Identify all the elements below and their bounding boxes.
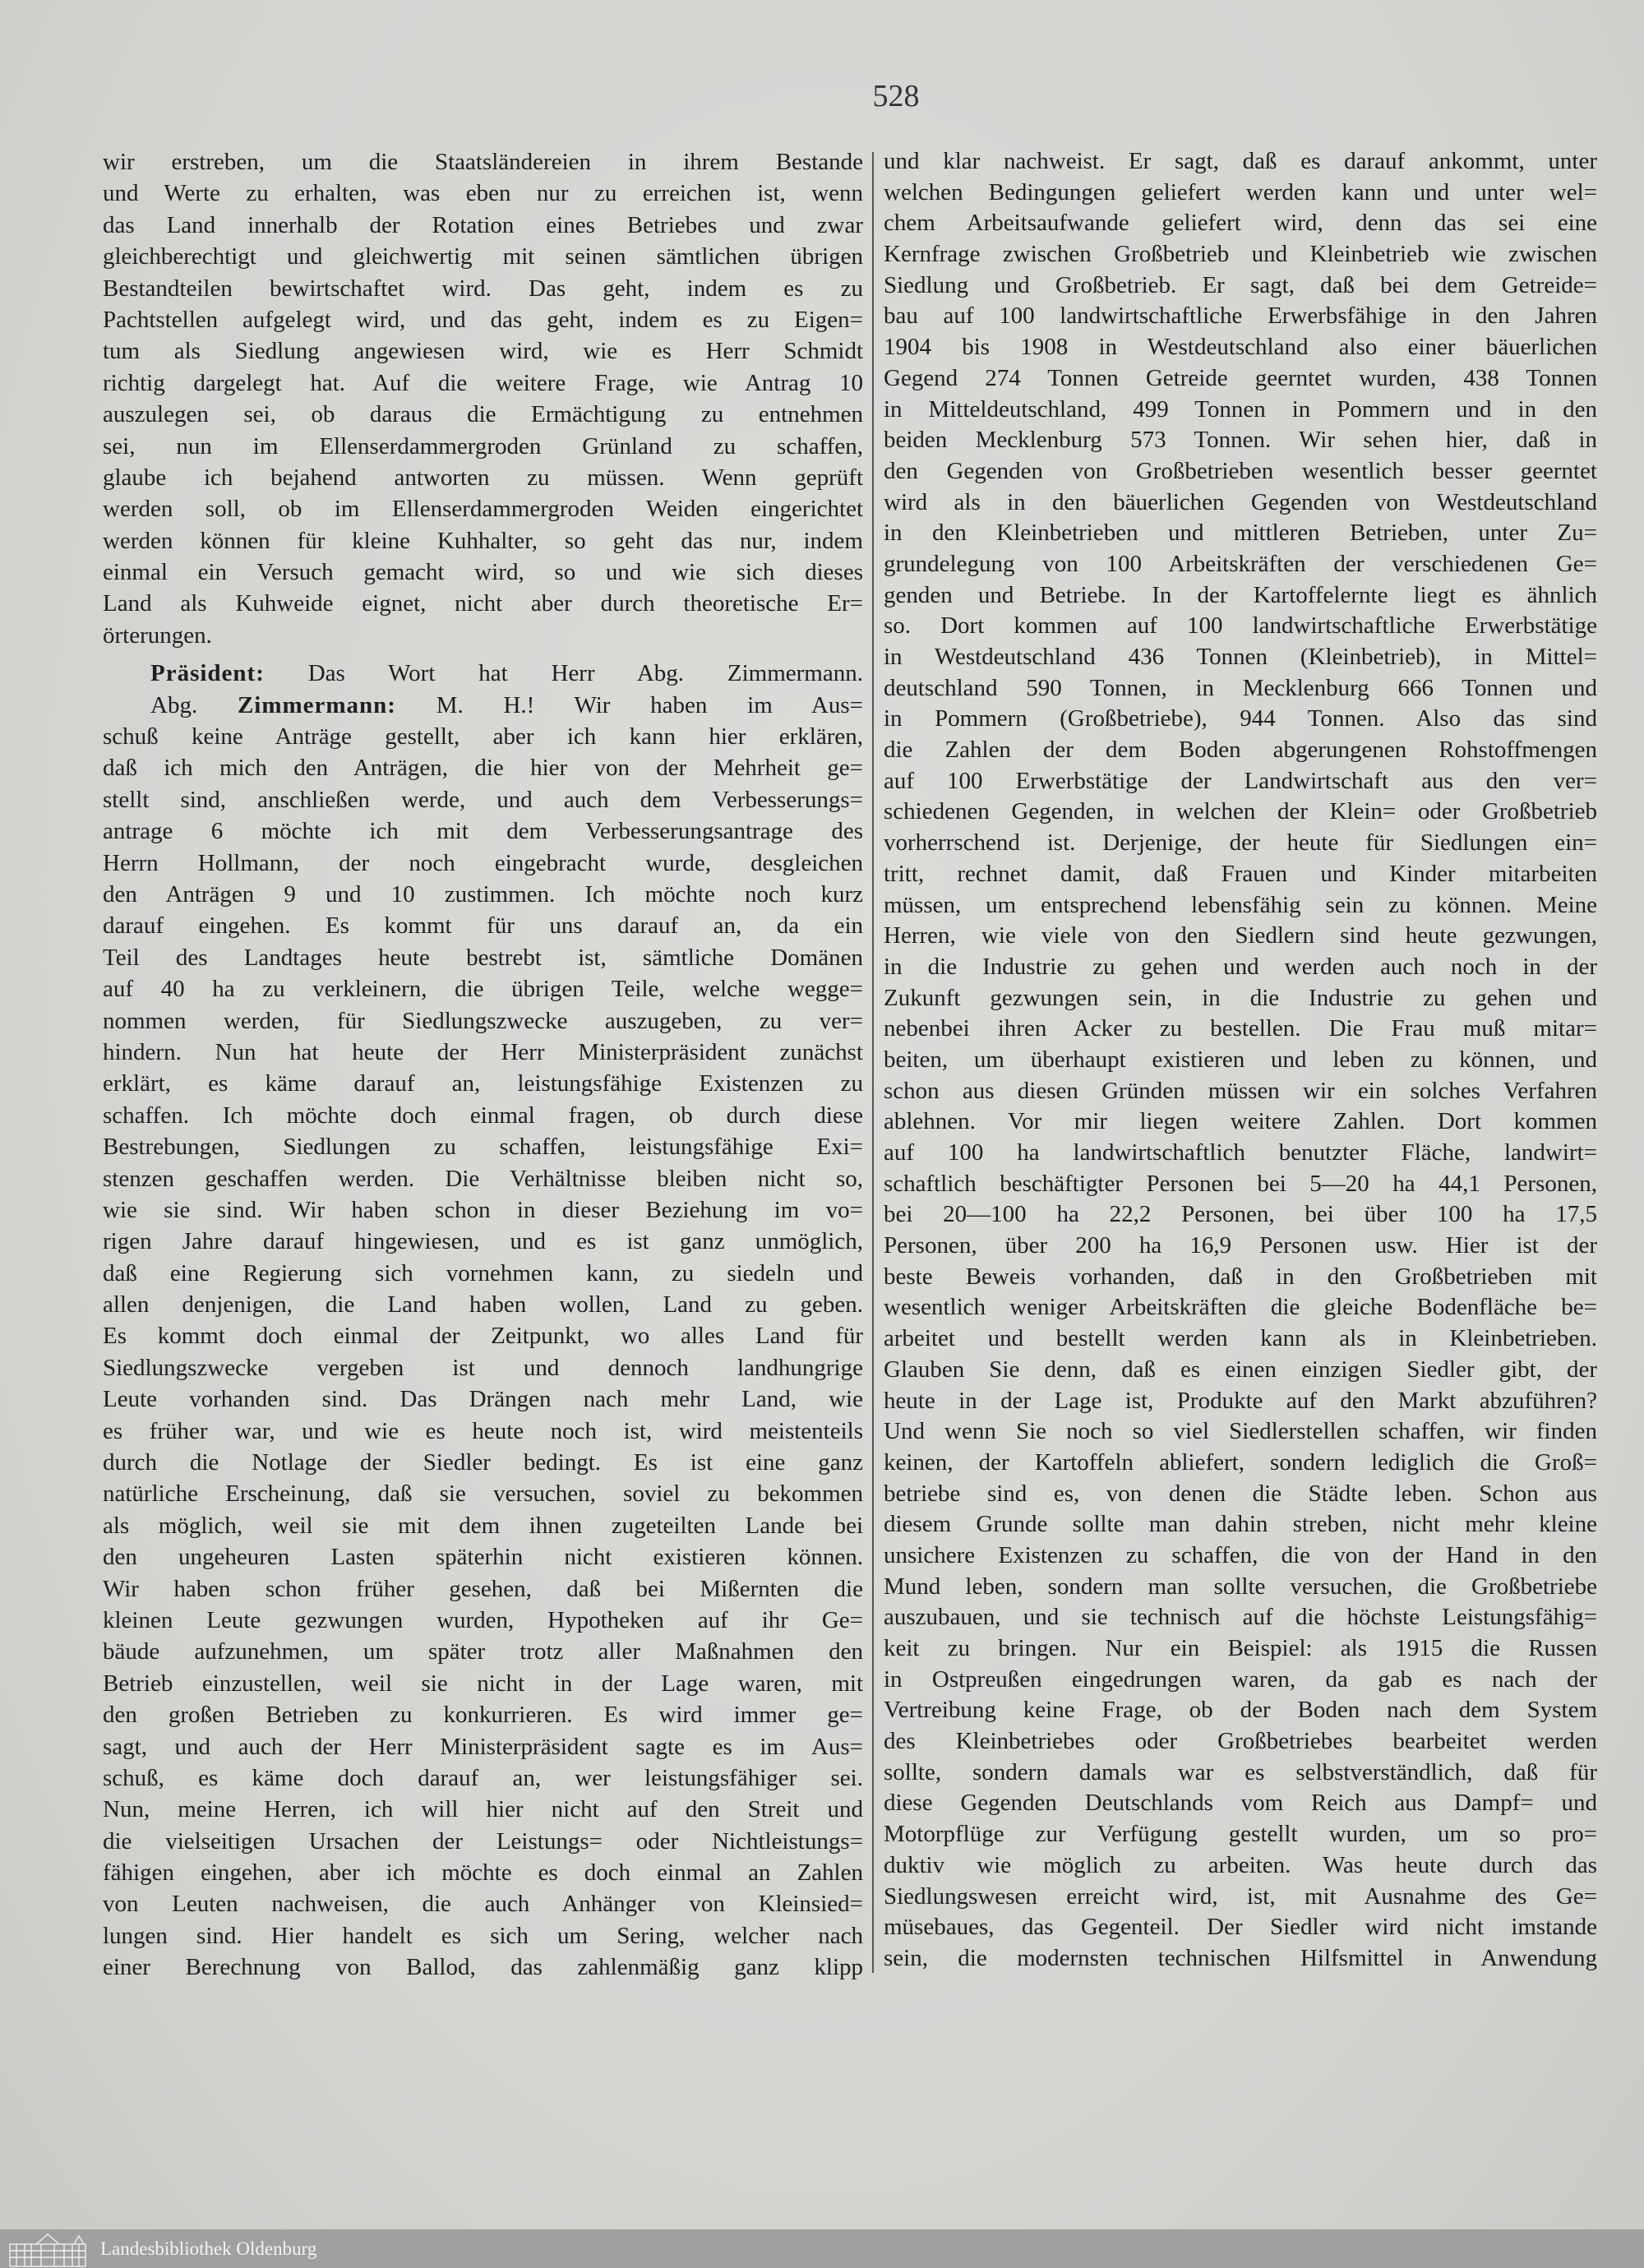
text-line bbox=[884, 1758, 1597, 1789]
line-text: beste Beweis vorhanden, daß in den Großbetrieben mit bbox=[884, 1263, 1597, 1290]
text-line bbox=[884, 1665, 1597, 1696]
line-text: allen denjenigen, die Land haben wollen, Land zu geben. bbox=[103, 1291, 863, 1319]
line-text: keit zu bringen. Nur ein Beispiel: als 1915 die Russen bbox=[884, 1635, 1597, 1661]
line-text: schuß keine Anträge gestellt, aber ich kann hier erklären, bbox=[103, 723, 863, 751]
text-line bbox=[884, 1788, 1597, 1819]
line-text: werden können für kleine Kuhhalter, so geht das nur, indem bbox=[103, 527, 863, 554]
text-line bbox=[884, 1199, 1597, 1231]
line-text: auszubauen, und sie technisch auf die höchste Leistungsfähig= bbox=[884, 1604, 1597, 1631]
line-text: in Ostpreußen eingedrungen waren, da gab es nach der bbox=[884, 1665, 1597, 1693]
line-text: Personen, über 200 ha 16,9 Personen usw. Hier ist der bbox=[884, 1232, 1597, 1259]
line-text: 1904 bis 1908 in Westdeutschland also einer bäuerlichen bbox=[884, 334, 1597, 361]
speaker-line bbox=[103, 690, 863, 721]
library-footer-bar bbox=[0, 2229, 1644, 2268]
text-line bbox=[103, 525, 863, 557]
text-line bbox=[103, 399, 863, 430]
text-line bbox=[884, 766, 1597, 797]
line-text: sein, die modernsten technischen Hilfsmittel in Anwendung bbox=[884, 1944, 1597, 1971]
text-line bbox=[884, 208, 1597, 239]
text-line bbox=[884, 518, 1597, 549]
line-text: wesentlich weniger Arbeitskräften die gleiche Bodenfläche be= bbox=[884, 1294, 1597, 1321]
text-line bbox=[884, 890, 1597, 922]
text-line bbox=[103, 815, 863, 847]
text-line bbox=[103, 1416, 863, 1447]
line-text: M. H.! Wir haben im Aus= bbox=[395, 691, 863, 718]
line-text: daß ich mich den Anträgen, die hier von der Mehrheit ge= bbox=[103, 755, 863, 782]
text-line bbox=[884, 1292, 1597, 1323]
text-line bbox=[103, 557, 863, 588]
line-text: nommen werden, für Siedlungszwecke auszugeben, zu ver= bbox=[103, 1007, 863, 1034]
text-line bbox=[884, 797, 1597, 828]
line-text: als möglich, weil sie mit dem ihnen zugeteilten Lande bei bbox=[103, 1512, 863, 1539]
text-line bbox=[884, 1943, 1597, 1975]
line-text: Siedlungswesen erreicht wird, ist, mit Ausnahme des Ge= bbox=[884, 1882, 1597, 1910]
line-text: richtig dargelegt hat. Auf die weitere Frage, wie Antrag 10 bbox=[103, 369, 863, 396]
text-line bbox=[103, 784, 863, 815]
line-text: in Westdeutschland 436 Tonnen (Kleinbetrieb), in Mittel= bbox=[884, 644, 1597, 670]
line-text: Zukunft gezwungen sein, in die Industrie zu gehen und bbox=[884, 984, 1597, 1011]
line-text: schuß, es käme doch darauf an, wer leistungsfähiger sei. bbox=[103, 1764, 863, 1791]
text-line bbox=[103, 335, 863, 367]
text-line bbox=[884, 611, 1597, 642]
text-line bbox=[103, 1668, 863, 1699]
text-line bbox=[884, 332, 1597, 363]
line-text: einmal ein Versuch gemacht wird, so und wie sich dieses bbox=[103, 559, 863, 586]
line-text: und klar nachweist. Er sagt, daß es darauf ankommt, unter bbox=[884, 148, 1597, 174]
text-line bbox=[884, 1695, 1597, 1726]
line-text: schaftlich beschäftigter Personen bei 5—20 ha 44,1 Personen, bbox=[884, 1170, 1597, 1197]
line-text: Es kommt doch einmal der Zeitpunkt, wo alles Land für bbox=[103, 1323, 863, 1350]
text-line bbox=[103, 1478, 863, 1509]
text-line bbox=[884, 1602, 1597, 1633]
line-text: ablehnen. Vor mir liegen weitere Zahlen. Dort kommen bbox=[884, 1108, 1597, 1135]
text-line bbox=[103, 1289, 863, 1320]
line-text: sollte, sondern damals war es selbstverständlich, daß für bbox=[884, 1758, 1597, 1785]
line-text: den großen Betrieben zu konkurrieren. Es wird immer ge= bbox=[103, 1702, 863, 1729]
text-line bbox=[103, 848, 863, 879]
text-line bbox=[103, 1952, 863, 1983]
line-text: in den Kleinbetrieben und mittleren Betrieben, unter Zu= bbox=[884, 520, 1597, 547]
line-text: deutschland 590 Tonnen, in Mecklenburg 666 Tonnen und bbox=[884, 674, 1597, 701]
line-text: Glauben Sie denn, daß es einen einzigen Siedler gibt, der bbox=[884, 1356, 1597, 1383]
line-text: Bestrebungen, Siedlungen zu schaffen, leistungsfähige Exi= bbox=[103, 1134, 863, 1161]
line-text: daß eine Regierung sich vornehmen kann, zu siedeln und bbox=[103, 1259, 863, 1286]
line-text: Bestandteilen bewirtschaftet wird. Das geht, indem es zu bbox=[103, 275, 863, 302]
text-line bbox=[884, 828, 1597, 859]
line-text: den Anträgen 9 und 10 zustimmen. Ich möchte noch kurz bbox=[103, 880, 863, 908]
line-text: schon aus diesen Gründen müssen wir ein solches Verfahren bbox=[884, 1077, 1597, 1104]
text-line bbox=[884, 1045, 1597, 1076]
text-line bbox=[103, 973, 863, 1005]
line-text: wie sie sind. Wir haben schon in dieser Beziehung im vo= bbox=[103, 1196, 863, 1223]
line-text: sei, nun im Ellenserdammergroden Grünland zu schaffen, bbox=[103, 432, 863, 460]
line-text: auszulegen sei, ob daraus die Ermächtigung zu entnehmen bbox=[103, 401, 863, 428]
line-text: stellt sind, anschließen werde, und auch dem Verbesserungs= bbox=[103, 786, 863, 813]
line-text: die Zahlen der dem Boden abgerungenen Rohstoffmengen bbox=[884, 737, 1597, 764]
text-line bbox=[103, 1100, 863, 1131]
line-text: Mund leben, sondern man sollte versuchen, die Großbetriebe bbox=[884, 1573, 1597, 1600]
line-text: hindern. Nun hat heute der Herr Ministerpräsident zunächst bbox=[103, 1038, 863, 1065]
line-text: durch die Notlage der Siedler bedingt. Es ist eine ganz bbox=[103, 1449, 863, 1476]
line-text: das Land innerhalb der Rotation eines Betriebes und zwar bbox=[103, 211, 863, 238]
line-text: in Pommern (Großbetriebe), 944 Tonnen. Also das sind bbox=[884, 705, 1597, 732]
text-line bbox=[103, 210, 863, 241]
text-line bbox=[884, 1882, 1597, 1913]
text-line bbox=[884, 487, 1597, 519]
line-text: die vielseitigen Ursachen der Leistungs= oder Nichtleistungs= bbox=[103, 1827, 863, 1855]
text-line bbox=[103, 493, 863, 524]
line-text: nebenbei ihren Acker zu bestellen. Die Frau muß mitar= bbox=[884, 1015, 1597, 1042]
text-line bbox=[103, 1510, 863, 1541]
text-line bbox=[884, 1509, 1597, 1540]
line-text: Kernfrage zwischen Großbetrieb und Kleinbetrieb wie zwischen bbox=[884, 241, 1597, 268]
line-text: auf 40 ha zu verkleinern, die übrigen Teile, welche wegge= bbox=[103, 976, 863, 1003]
line-text: Land als Kuhweide eignet, nicht aber durch theoretische Er= bbox=[103, 590, 863, 617]
text-line bbox=[103, 431, 863, 462]
line-text: beiten, um überhaupt existieren und leben zu können, und bbox=[884, 1046, 1597, 1073]
line-text: Wir haben schon früher gesehen, daß bei Mißernten die bbox=[103, 1575, 863, 1602]
text-line bbox=[103, 146, 863, 178]
line-text: wird als in den bäuerlichen Gegenden von Westdeutschland bbox=[884, 488, 1597, 515]
line-text: sagt, und auch der Herr Ministerpräsident sagte es im Aus= bbox=[103, 1733, 863, 1760]
text-line bbox=[884, 549, 1597, 580]
line-text: fähigen eingehen, aber ich möchte es doch einmal an Zahlen bbox=[103, 1859, 863, 1887]
text-line bbox=[884, 1076, 1597, 1107]
text-line bbox=[884, 1540, 1597, 1572]
text-line bbox=[103, 1352, 863, 1383]
line-text: einer Berechnung von Ballod, das zahlenmäßig ganz klipp bbox=[103, 1954, 863, 1981]
text-line bbox=[103, 1605, 863, 1636]
line-text: und Werte zu erhalten, was eben nur zu erreichen ist, wenn bbox=[103, 180, 863, 207]
text-line bbox=[103, 1163, 863, 1194]
line-text: bau auf 100 landwirtschaftliche Erwerbsfähige in den Jahren bbox=[884, 303, 1597, 330]
text-line bbox=[884, 1479, 1597, 1510]
text-line bbox=[103, 721, 863, 752]
text-line bbox=[103, 178, 863, 209]
text-line bbox=[103, 462, 863, 493]
text-line bbox=[884, 673, 1597, 704]
text-line bbox=[103, 1383, 863, 1415]
line-text: Teil des Landtages heute bestrebt ist, sämtliche Domänen bbox=[103, 944, 863, 971]
line-text: Gegend 274 Tonnen Getreide geerntet wurden, 438 Tonnen bbox=[884, 364, 1597, 391]
speaker-line bbox=[103, 658, 863, 689]
text-line bbox=[884, 1386, 1597, 1417]
text-line bbox=[103, 752, 863, 783]
text-line bbox=[103, 1541, 863, 1573]
text-line bbox=[884, 456, 1597, 487]
line-text: Nun, meine Herren, ich will hier nicht auf den Streit und bbox=[103, 1796, 863, 1823]
text-line bbox=[103, 1037, 863, 1068]
text-line bbox=[103, 910, 863, 941]
text-line bbox=[103, 879, 863, 910]
text-line bbox=[103, 1826, 863, 1857]
line-text: es früher war, und wie es heute noch ist, wird meistenteils bbox=[103, 1417, 863, 1444]
line-text: kleinen Leute gezwungen wurden, Hypotheken auf ihr Ge= bbox=[103, 1606, 863, 1633]
text-line bbox=[884, 1262, 1597, 1293]
line-text: tum als Siedlung angewiesen wird, wie es Herr Schmidt bbox=[103, 338, 863, 365]
text-line bbox=[884, 395, 1597, 426]
text-line bbox=[103, 1794, 863, 1825]
text-line bbox=[884, 1448, 1597, 1479]
footer-label: Landesbibliothek Oldenburg bbox=[100, 2238, 317, 2259]
line-text: duktiv wie möglich zu arbeiten. Was heute durch das bbox=[884, 1851, 1597, 1878]
text-line bbox=[103, 1068, 863, 1099]
text-line bbox=[103, 1226, 863, 1257]
text-line bbox=[103, 942, 863, 973]
line-text: chem Arbeitsaufwande geliefert wird, denn das sei eine bbox=[884, 210, 1597, 237]
text-line bbox=[884, 1726, 1597, 1758]
line-text: müssen, um entsprechend lebensfähig sein zu können. Meine bbox=[884, 891, 1597, 918]
page-number: 528 bbox=[872, 79, 920, 113]
line-text: heute in der Lage ist, Produkte auf den Markt abzuführen? bbox=[884, 1387, 1597, 1414]
line-text: in Mitteldeutschland, 499 Tonnen in Pommern und in den bbox=[884, 395, 1597, 423]
line-text: diesem Grunde sollte man dahin streben, nicht mehr kleine bbox=[884, 1511, 1597, 1538]
line-text: rigen Jahre darauf hingewiesen, und es ist ganz unmöglich, bbox=[103, 1228, 863, 1255]
text-line bbox=[884, 921, 1597, 952]
text-line bbox=[103, 1920, 863, 1952]
text-line bbox=[884, 1912, 1597, 1943]
text-line bbox=[103, 367, 863, 399]
text-line bbox=[884, 301, 1597, 332]
text-line bbox=[884, 270, 1597, 302]
line-text: Motorpflüge zur Verfügung gestellt wurden, um so pro= bbox=[884, 1821, 1597, 1848]
line-text: Vertreibung keine Frage, ob der Boden nach dem System bbox=[884, 1697, 1597, 1724]
text-line bbox=[884, 580, 1597, 612]
text-line bbox=[884, 642, 1597, 673]
speaker-prefix: Abg. bbox=[150, 691, 238, 718]
line-text: örterungen. bbox=[103, 621, 212, 649]
line-text: Siedlungszwecke vergeben ist und dennoch landhungrige bbox=[103, 1354, 863, 1381]
line-text: beiden Mecklenburg 573 Tonnen. Wir sehen hier, daß in bbox=[884, 427, 1597, 454]
line-text: unsichere Existenzen zu schaffen, die von der Hand in den bbox=[884, 1541, 1597, 1568]
text-line bbox=[103, 1636, 863, 1667]
text-line bbox=[103, 241, 863, 272]
text-line bbox=[103, 1888, 863, 1919]
text-line bbox=[884, 1633, 1597, 1665]
text-line bbox=[884, 1231, 1597, 1262]
text-line bbox=[103, 588, 863, 619]
line-text: auf 100 ha landwirtschaftlich benutzter Fläche, landwirt= bbox=[884, 1139, 1597, 1166]
text-line bbox=[884, 952, 1597, 983]
line-text: auf 100 Erwerbstätige der Landwirtschaft aus den ver= bbox=[884, 767, 1597, 794]
text-line bbox=[884, 1572, 1597, 1603]
line-text: keinen, der Kartoffeln abliefert, sondern lediglich die Groß= bbox=[884, 1448, 1597, 1476]
line-text: Und wenn Sie noch so viel Siedlerstellen schaffen, wir finden bbox=[884, 1418, 1597, 1445]
text-line bbox=[884, 1014, 1597, 1045]
line-text: genden und Betriebe. In der Kartoffelernte liegt es ähnlich bbox=[884, 581, 1597, 608]
text-line bbox=[103, 620, 863, 651]
text-line bbox=[103, 273, 863, 304]
text-line bbox=[884, 1138, 1597, 1169]
line-text: den ungeheuren Lasten späterhin nicht existieren können. bbox=[103, 1544, 863, 1571]
line-text: glaube ich bejahend antworten zu müssen. Wenn geprüft bbox=[103, 464, 863, 491]
line-text: Herrn Hollmann, der noch eingebracht wurde, desgleichen bbox=[103, 849, 863, 876]
line-text: welchen Bedingungen geliefert werden kann und unter wel= bbox=[884, 178, 1597, 206]
text-line bbox=[103, 1005, 863, 1037]
line-text: erklärt, es käme darauf an, leistungsfähige Existenzen zu bbox=[103, 1070, 863, 1097]
line-text: grundelegung von 100 Arbeitskräften der verschiedenen Ge= bbox=[884, 550, 1597, 577]
line-text: arbeitet und bestellt werden kann als in Kleinbetrieben. bbox=[884, 1325, 1597, 1352]
text-line bbox=[103, 1258, 863, 1289]
line-text: vorherrschend ist. Derjenige, der heute für Siedlungen ein= bbox=[884, 829, 1597, 857]
text-line bbox=[884, 363, 1597, 395]
line-text: lungen sind. Hier handelt es sich um Sering, welcher nach bbox=[103, 1922, 863, 1949]
line-text: so. Dort kommen auf 100 landwirtschaftliche Erwerbstätige bbox=[884, 612, 1597, 640]
line-text: in die Industrie zu gehen und werden auch noch in der bbox=[884, 953, 1597, 980]
text-line bbox=[103, 1762, 863, 1794]
text-line bbox=[884, 983, 1597, 1014]
text-line bbox=[884, 704, 1597, 735]
text-line bbox=[103, 1447, 863, 1478]
speaker-name: Zimmermann: bbox=[237, 691, 396, 718]
text-line bbox=[884, 735, 1597, 766]
line-text: gleichberechtigt und gleichwertig mit seinen sämtlichen übrigen bbox=[103, 243, 863, 270]
text-line bbox=[103, 1573, 863, 1605]
text-line bbox=[884, 1819, 1597, 1850]
line-text: Pachtstellen aufgelegt wird, und das geht, indem es zu Eigen= bbox=[103, 306, 863, 333]
right-text-column bbox=[884, 146, 1597, 1975]
line-text: des Kleinbetriebes oder Großbetriebes bearbeitet werden bbox=[884, 1728, 1597, 1755]
library-building-icon bbox=[7, 2231, 89, 2267]
text-line bbox=[884, 1106, 1597, 1138]
line-text: tritt, rechnet damit, daß Frauen und Kinder mitarbeiten bbox=[884, 860, 1597, 887]
line-text: bei 20—100 ha 22,2 Personen, bei über 100 ha 17,5 bbox=[884, 1201, 1597, 1228]
text-line bbox=[103, 1731, 863, 1762]
text-line bbox=[884, 1416, 1597, 1448]
text-line bbox=[884, 425, 1597, 456]
line-text: darauf eingehen. Es kommt für uns darauf an, da ein bbox=[103, 912, 863, 940]
line-text: Siedlung und Großbetrieb. Er sagt, daß bei dem Getreide= bbox=[884, 271, 1597, 298]
line-text: müsebaues, das Gegenteil. Der Siedler wird nicht imstande bbox=[884, 1914, 1597, 1941]
text-line bbox=[103, 1699, 863, 1730]
text-line bbox=[884, 859, 1597, 890]
line-text: von Leuten nachweisen, die auch Anhänger von Kleinsied= bbox=[103, 1891, 863, 1918]
line-text: Leute vorhanden sind. Das Drängen nach mehr Land, wie bbox=[103, 1386, 863, 1413]
line-text: betriebe sind es, von denen die Städte leben. Schon aus bbox=[884, 1480, 1597, 1507]
line-text: den Gegenden von Großbetrieben wesentlich besser geerntet bbox=[884, 457, 1597, 484]
left-text-column bbox=[103, 146, 863, 1984]
line-text: stenzen geschaffen werden. Die Verhältnisse bleiben nicht so, bbox=[103, 1165, 863, 1192]
line-text: diese Gegenden Deutschlands vom Reich aus Dampf= und bbox=[884, 1790, 1597, 1817]
text-line bbox=[103, 304, 863, 335]
text-line bbox=[103, 1131, 863, 1162]
text-line bbox=[884, 239, 1597, 270]
line-text: bäude aufzunehmen, um später trotz aller Maßnahmen den bbox=[103, 1638, 863, 1665]
line-text: antrage 6 möchte ich mit dem Verbesserungsantrage des bbox=[103, 818, 863, 845]
line-text: wir erstreben, um die Staatsländereien in ihrem Bestande bbox=[103, 149, 863, 175]
line-text: schaffen. Ich möchte doch einmal fragen, ob durch diese bbox=[103, 1102, 863, 1129]
line-text: Herren, wie viele von den Siedlern sind heute gezwungen, bbox=[884, 922, 1597, 949]
text-line bbox=[884, 1355, 1597, 1386]
text-line bbox=[884, 178, 1597, 209]
text-line bbox=[103, 1857, 863, 1888]
text-line bbox=[103, 1194, 863, 1226]
text-line bbox=[884, 1169, 1597, 1200]
line-text: natürliche Erscheinung, daß sie versuchen, soviel zu bekommen bbox=[103, 1480, 863, 1508]
line-text: Betrieb einzustellen, weil sie nicht in der Lage waren, mit bbox=[103, 1670, 863, 1697]
text-line bbox=[103, 1320, 863, 1351]
text-line bbox=[884, 1850, 1597, 1882]
text-line bbox=[884, 1323, 1597, 1355]
line-text: schiedenen Gegenden, in welchen der Klein= oder Großbetrieb bbox=[884, 798, 1597, 825]
text-line bbox=[884, 146, 1597, 178]
line-text: werden soll, ob im Ellenserdammergroden Weiden eingerichtet bbox=[103, 496, 863, 523]
speaker-name: Präsident: bbox=[150, 660, 265, 687]
line-text: Das Wort hat Herr Abg. Zimmermann. bbox=[264, 660, 863, 687]
column-divider bbox=[872, 152, 874, 1973]
